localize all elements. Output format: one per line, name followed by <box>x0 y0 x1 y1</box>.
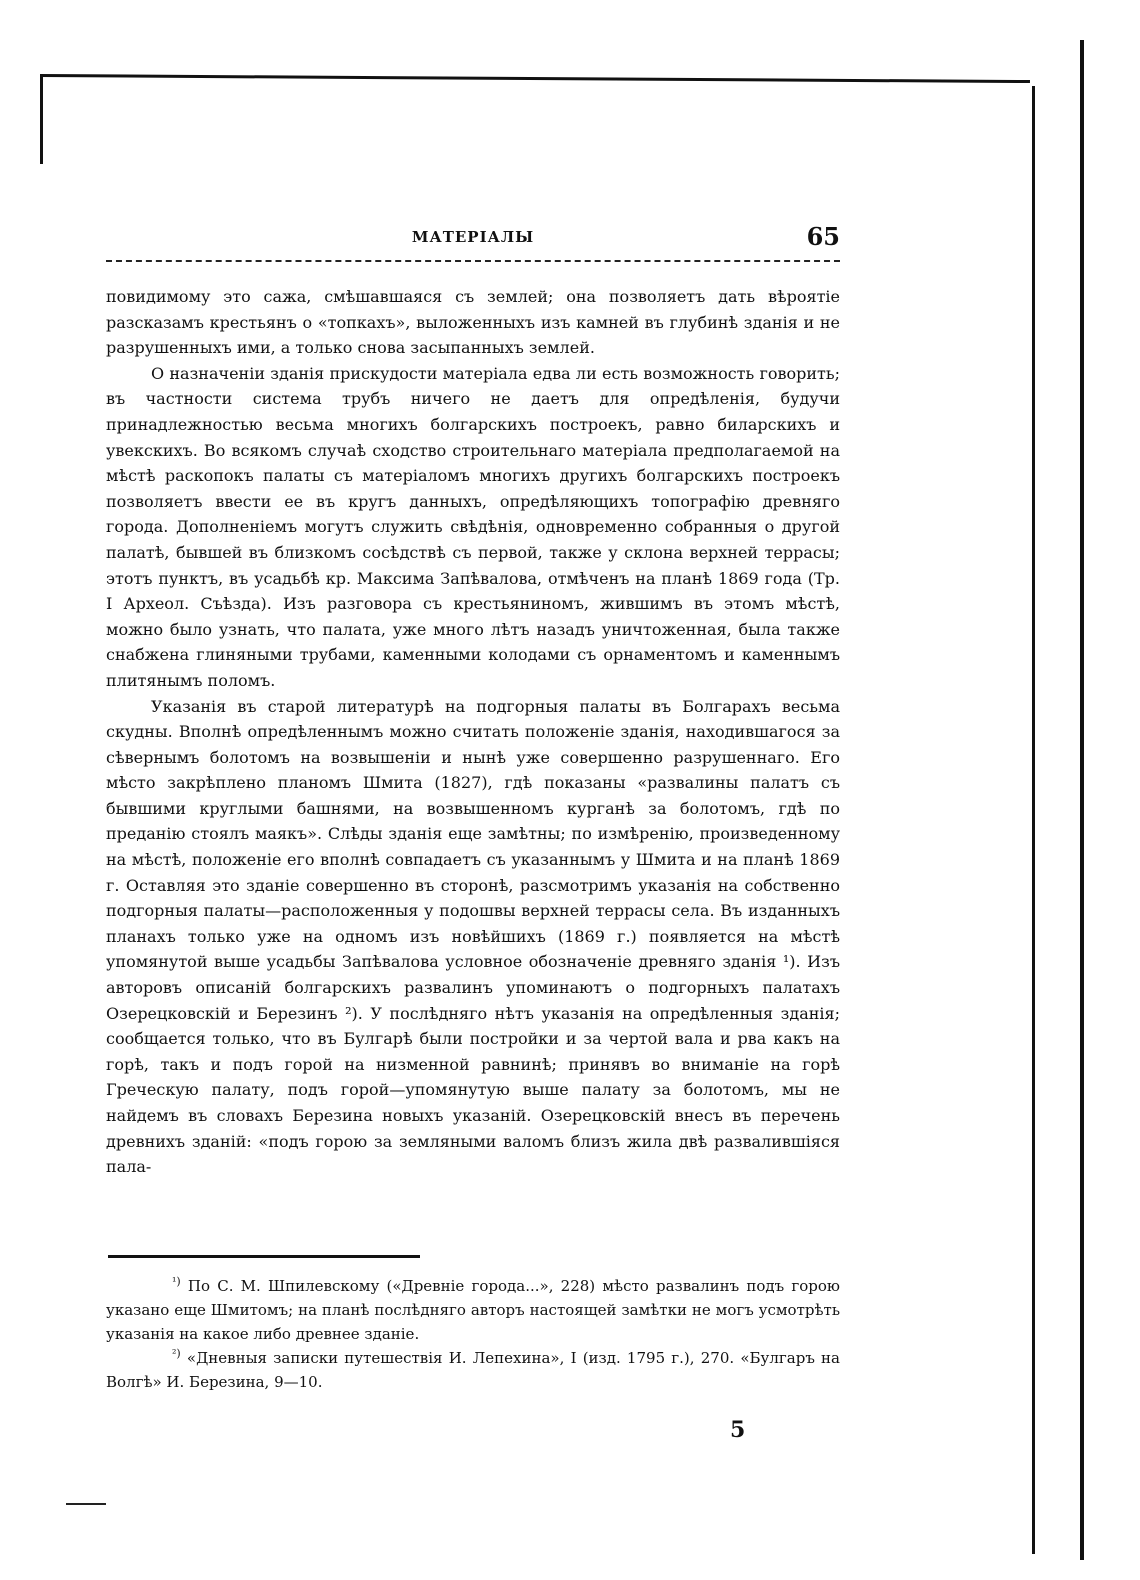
page-border-left <box>40 74 43 164</box>
paragraph: Указанія въ старой литературѣ на подгорныя палаты въ Болгарахъ весьма скудны. Вполнѣ опредѣленнымъ можно считать положеніе зданія, находившагося за сѣвернымъ болотомъ на возвышеніи и нынѣ уже совершенно разрушеннаго. Его мѣсто закрѣплено планомъ Шмита (1827), гдѣ показаны «развалины палатъ съ бывшими круглыми башнями, на возвышенномъ курганѣ за болотомъ, гдѣ по преданію стоялъ маякъ». Слѣды зданія еще замѣтны; по измѣренію, произведенному на мѣстѣ, положеніе его вполнѣ совпадаетъ съ указаннымъ у Шмита и на планѣ 1869 г. Оставляя это зданіе совершенно въ сторонѣ, разсмотримъ указанія на собственно подгорныя палаты—расположенныя у подошвы верхней террасы села. Въ изданныхъ планахъ только уже на одномъ изъ новѣйшихъ (1869 г.) появляется на мѣстѣ упомянутой выше усадьбы Запѣвалова условное обозначеніе древняго зданія ¹). Изъ авторовъ описаній болгарскихъ развалинъ упоминаютъ о подгорныхъ палатахъ Озерецковскій и Березинъ ²). У послѣдняго нѣтъ указанія на опредѣленныя зданія; сообщается только, что въ Булгарѣ были постройки и за чертой вала и рва какъ на горѣ, такъ и подъ горой на низменной равнинѣ; принявъ во вниманіе на горѣ Греческую палату, подъ горой—упомянутую выше палату за болотомъ, мы не найдемъ въ словахъ Березина новыхъ указаній. Озерецковскій внесъ въ перечень древнихъ зданій: «подъ горою за земляными валомъ близъ жила двѣ развалившіяся пала- <box>106 696 840 1177</box>
paragraph: повидимому это сажа, смѣшавшаяся съ землей; она позволяетъ дать вѣроятіе разсказамъ крестьянъ о «топкахъ», выложенныхъ изъ камней въ глубинѣ зданія и не разрушенныхъ ими, а только снова засыпанныхъ землей. <box>106 287 840 358</box>
paragraph: О назначеніи зданія прискудости матеріала едва ли есть возможность говорить; въ частности система трубъ ничего не даетъ для опредѣленія, будучи принадлежностью весьма многихъ болгарскихъ построекъ, равно биларскихъ и увекскихъ. Во всякомъ случаѣ сходство строительнаго матеріала предполагаемой на мѣстѣ раскопокъ палаты съ матеріаломъ многихъ другихъ болгарскихъ построекъ позволяетъ ввести ее въ кругъ данныхъ, опредѣляющихъ топографію древняго города. Дополненіемъ могутъ служить свѣдѣнія, одновременно собранныя о другой палатѣ, бывшей въ близкомъ сосѣдствѣ съ первой, также у склона верхней террасы; этотъ пунктъ, въ усадьбѣ кр. Максима Запѣвалова, отмѣченъ на планѣ 1869 года (Тр. I Археол. Съѣзда). Изъ разговора съ крестьяниномъ, жившимъ въ этомъ мѣстѣ, можно было узнать, что палата, уже много лѣтъ назадъ уничтоженная, была также снабжена глиняными трубами, каменными колодами съ орнаментомъ и каменнымъ плитянымъ поломъ. <box>106 363 840 690</box>
footnote-rule <box>108 1255 420 1258</box>
footnote-text: По С. М. Шпилевскому («Древніе города...», 228) мѣсто развалинъ подъ горою указано еще Шмитомъ; на планѣ послѣдняго авторъ настоящей замѣтки не могъ усмотрѣть указанія на какое либо древнее зданіе. <box>106 1277 840 1343</box>
footnote <box>106 1274 840 1346</box>
body-text <box>106 284 840 1180</box>
page-border-right <box>1032 86 1035 1554</box>
margin-mark <box>66 1503 106 1505</box>
footnote-marker: ²) <box>172 1347 181 1360</box>
outer-page-edge <box>1080 40 1084 1560</box>
page-border-top <box>40 74 1030 83</box>
running-head: МАТЕРІАЛЫ <box>411 228 535 246</box>
footnote <box>106 1346 840 1394</box>
footnote-marker: ¹) <box>172 1275 181 1288</box>
header-rule <box>106 260 840 262</box>
page-header <box>106 222 840 258</box>
signature-mark: 5 <box>730 1417 746 1443</box>
footnotes <box>106 1274 840 1394</box>
footnote-text: «Дневныя записки путешествія И. Лепехина», I (изд. 1795 г.), 270. «Булгаръ на Волгѣ» И. Березина, 9—10. <box>106 1349 840 1391</box>
page-number: 65 <box>806 222 840 251</box>
